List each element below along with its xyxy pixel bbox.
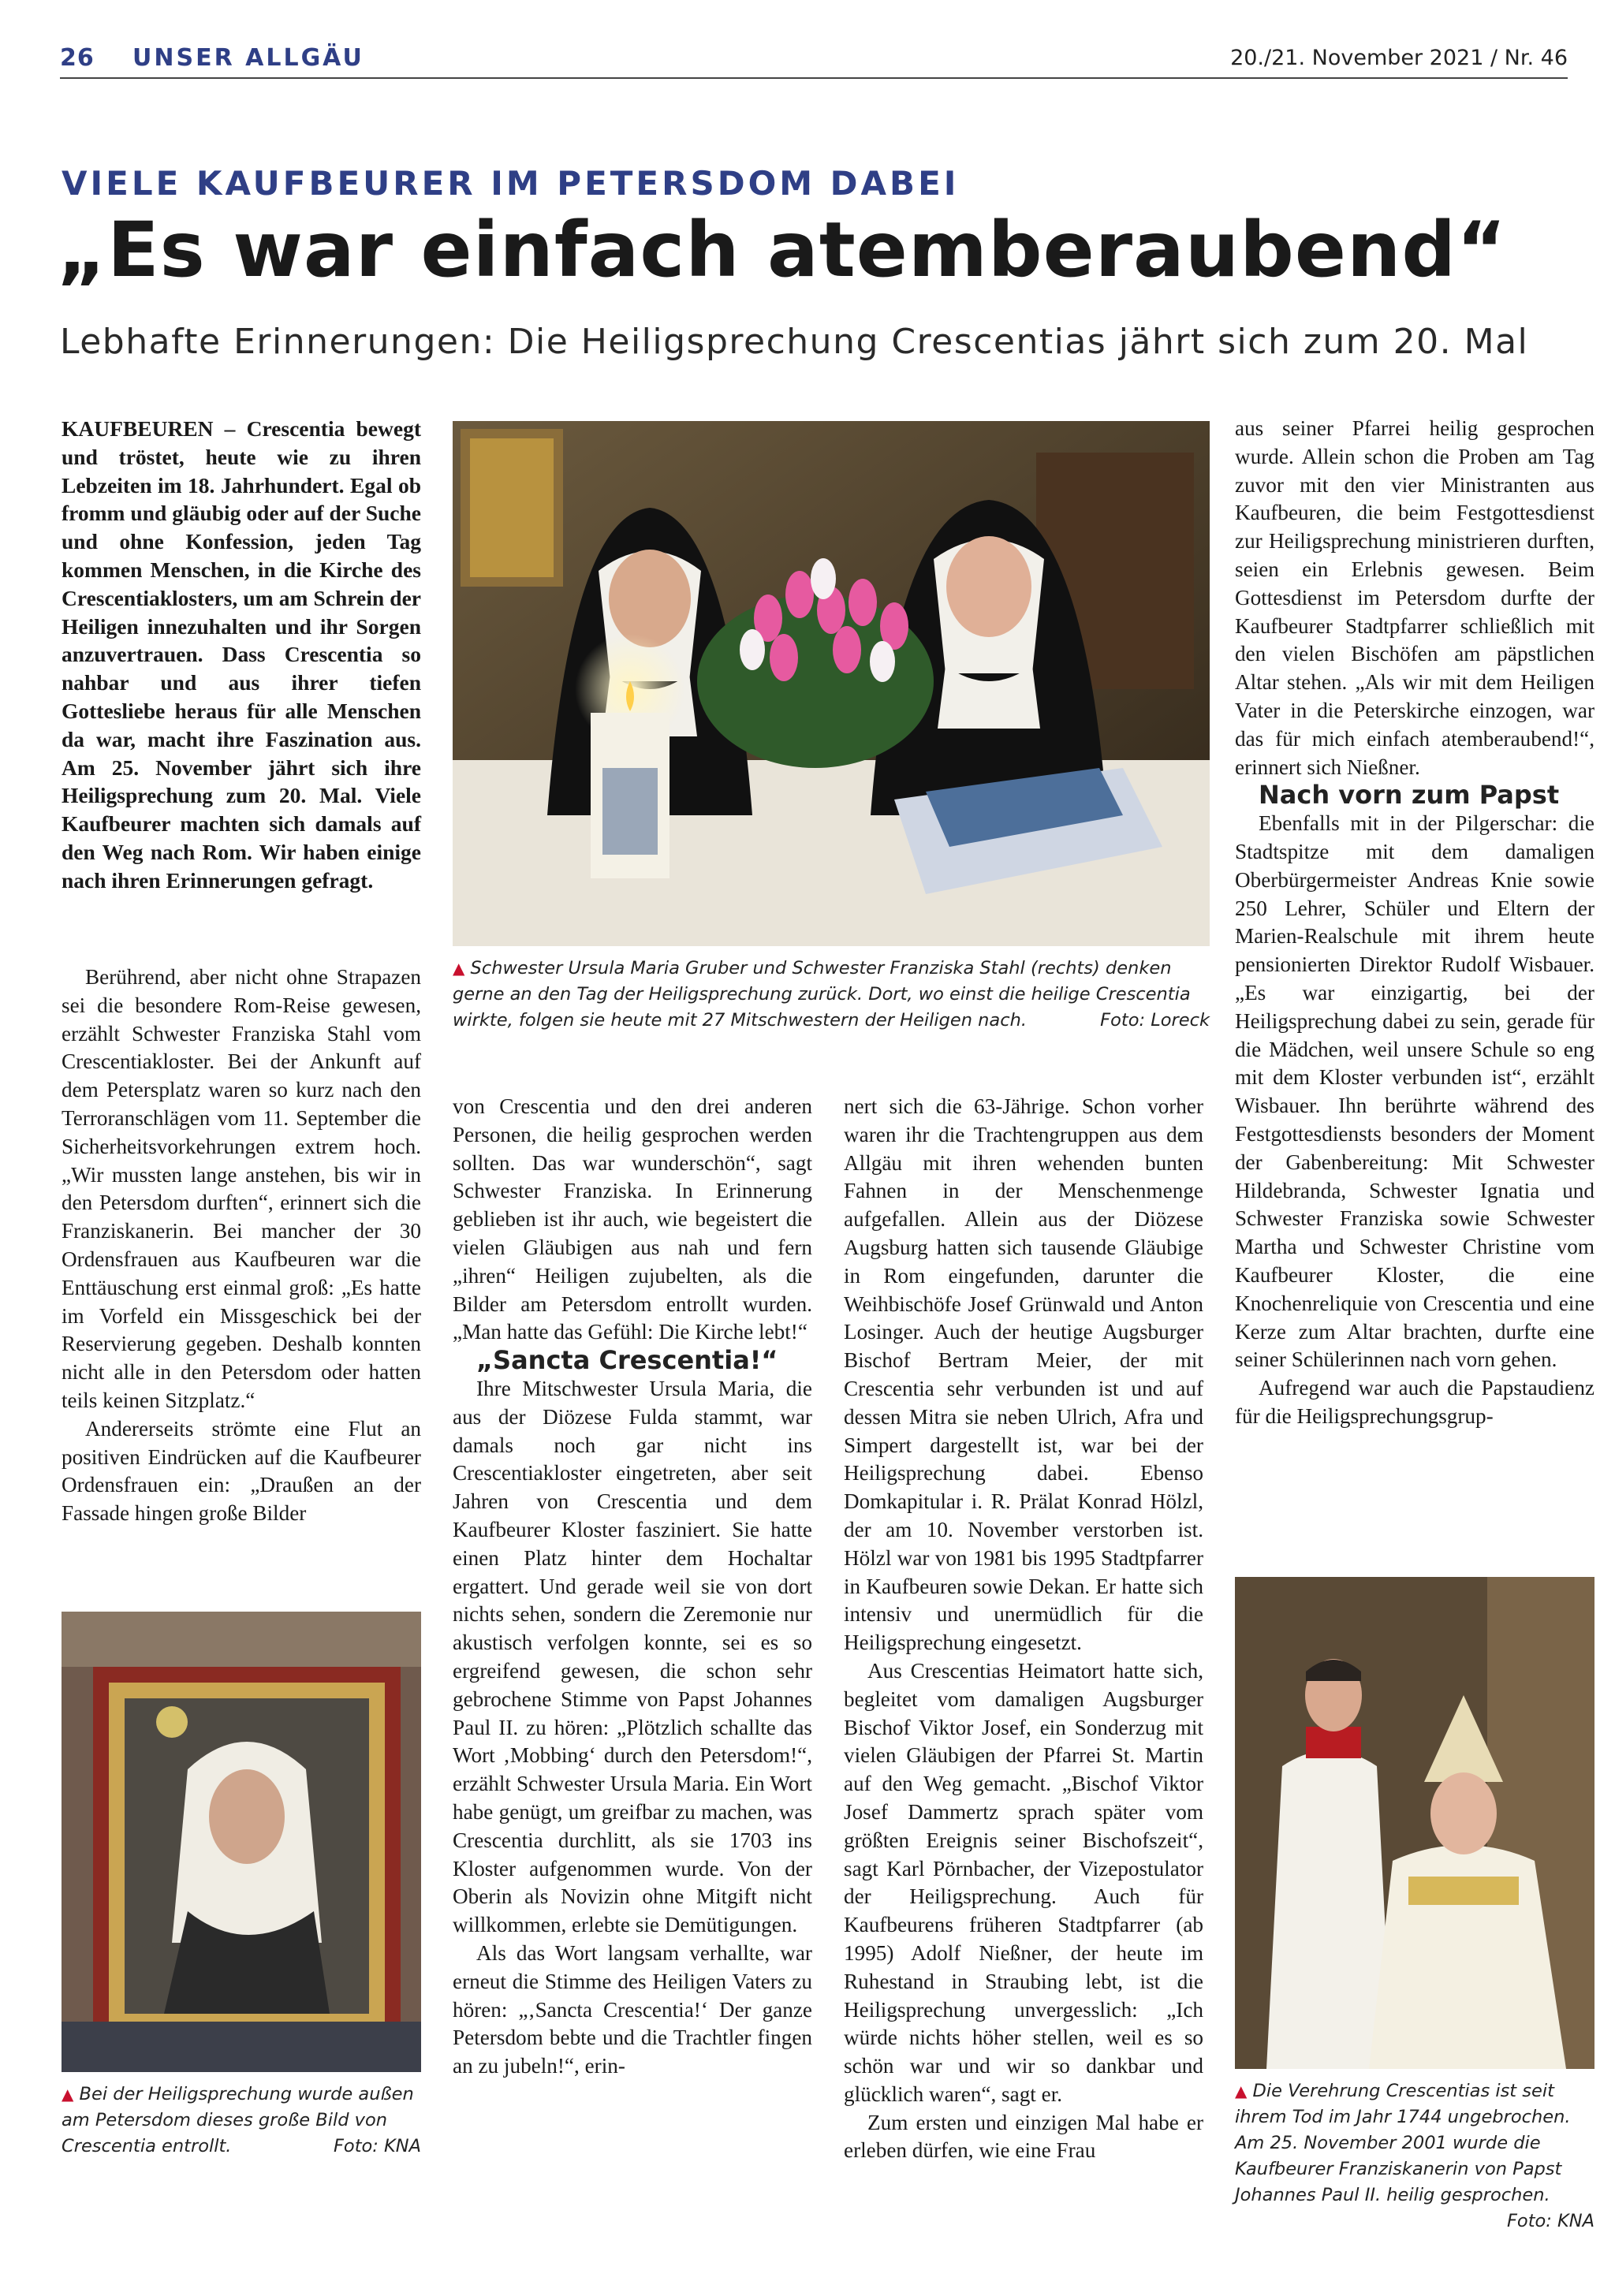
caption-left-text: Bei der Heiligsprechung wurde außen am Petersdom dieses große Bild von Crescentia entrollt. [62,2084,414,2156]
caption-right [1235,2078,1594,2234]
paragraph: Ihre Mitschwester Ursula Maria, die aus der Diözese Fulda stammt, war damals noch gar nicht ins Crescentiakloster eingetreten, aber seit Jahren von Crescentia und dem Kaufbeurer Kloster fasziniert. Sie hatte einen Platz hinter dem Hochaltar ergattert. Und gerade weil sie von dort nichts sehen, sondern die Zeremonie nur akustisch verfolgen konnte, sei es so ergreifend gewesen, die schon sehr gebrochene Stimme von Papst Johannes Paul II. zu hören: „Plötzlich schallte das Wort ‚Mobbing‘ durch den Petersdom!“, erzählt Schwester Ursula Maria. Ein Wort habe genügt, um greifbar zu machen, was Crescentia durchlitt, als sie 1703 ins Kloster aufgenommen wurde. Von der Oberin als Novizin ohne Mitgift nicht willkommen, erlebte sie Demütigungen. [453,1376,812,1937]
caption-marker-icon: ▲ [62,2085,74,2104]
photo-pope [1235,1577,1594,2069]
dateline: KAUFBEUREN – [62,416,236,441]
article-title: „Es war einfach atemberaubend“ [57,206,1508,294]
caption-marker-icon: ▲ [1235,2082,1248,2100]
issue-date: 20./21. November 2021 / Nr. 46 [1230,46,1568,70]
paragraph: Berührend, aber nicht ohne Strapazen sei die besondere Rom-Reise gewesen, erzählt Schwester Franziska Stahl vom Crescentiakloster. Bei der Ankunft auf dem Petersplatz waren so kurz nach den Terroranschlägen vom 11. September die Sicherheitsvorkehrungen extrem hoch. „Wir mussten lange anstehen, bis wir in den Petersdom durften“, erinnert sich die Franziskanerin. Bei mancher der 30 Ordensfrauen aus Kaufbeuren war die Enttäuschung erst einmal groß: „Es hatte im Vorfeld ein Missgeschick bei der Reservierung gegeben. Deshalb konnten nicht alle in den Petersdom oder hatten teils keinen Sitzplatz.“ [62,965,421,1412]
header-rule [60,77,1568,79]
photo-tapestry-image [62,1612,421,2072]
photo-nuns [453,421,1210,946]
paragraph: Als das Wort langsam verhallte, war erneut die Stimme des Heiligen Vaters zu hören: „‚Sancta Crescentia!‘ Der ganze Petersdom bebte und die Trachtler fingen an zu jubeln!“, erin- [453,1940,812,2078]
paragraph: Aus Crescentias Heimatort hatte sich, begleitet vom damaligen Augsburger Bischof Viktor Josef, ein Sonderzug mit vielen Gläubigen der Pfarrei St. Martin auf den Weg gemacht. „Bischof Viktor Josef Dammertz sprach später vom größten Ereignis seiner Bischofszeit“, sagt Karl Pörnbacher, der Vizepostulator der Heiligsprechung. Auch für Kaufbeurens früheren Stadtpfarrer (ab 1995) Adolf Nießner, der heute im Ruhestand in Straubing lebt, ist die Heiligsprechung unvergesslich: „Ich würde nichts höher stellen, weil es so schön war und wir so dankbar und glücklich waren“, sagt er. [844,1658,1203,2106]
column-2 [453,1093,812,2081]
page-header [60,44,1568,82]
caption-right-credit: Foto: KNA [1506,2211,1594,2231]
caption-left [62,2082,421,2160]
subheading-papst: Nach vorn zum Papst [1259,780,1560,811]
paragraph: Zum ersten und einzigen Mal habe er erleben dürfen, wie eine Frau [844,2110,1203,2163]
paragraph: von Crescentia und den drei anderen Personen, die heilig gesprochen werden sollten. Das war wunderschön“, sagt Schwester Franziska. In Erinnerung geblieben ist ihr auch, wie begeistert die vielen Gläubigen aus nah und fern „ihren“ Heiligen zujubelten, als die Bilder am Petersdom entrollt wurden. „Man hatte das Gefühl: Die Kirche lebt!“ [453,1094,812,1344]
paragraph: aus seiner Pfarrei heilig gesprochen wurde. Allein schon die Proben am Tag zuvor mit den vier Ministranten aus Kaufbeuren, die beim Festgottesdienst zur Heiligsprechung ministrieren durften, seien ein Erlebnis gewesen. Beim Gottesdienst im Petersdom durfte der Kaufbeurer Stadtpfarrer schließlich mit den vielen Bischöfen am päpstlichen Altar stehen. „Als wir mit dem Heiligen Vater in die Peterskirche einzogen, war das für mich einfach atemberaubend!“, erinnert sich Nießner. [1235,416,1594,779]
page-number: 26 [60,44,95,72]
caption-marker-icon: ▲ [453,959,465,978]
caption-right-text: Die Verehrung Crescentias ist seit ihrem Tod im Jahr 1744 ungebrochen. Am 25. November 2001 wurde die Kaufbeurer Franziskanerin von Papst Johannes Paul II. heilig gesprochen. [1235,2081,1571,2205]
caption-main-text: Schwester Ursula Maria Gruber und Schwester Franziska Stahl (rechts) denken gerne an den Tag der Heiligsprechung zurück. Dort, wo einst die heilige Crescentia wirkte, folgen sie heute mit 27 Mitschwestern der Heiligen nach. [453,958,1191,1031]
section-title: UNSER ALLGÄU [132,44,364,72]
photo-pope-image [1235,1577,1594,2069]
article-kicker: VIELE KAUFBEURER IM PETERSDOM DABEI [62,164,960,203]
photo-nuns-image [453,421,1210,946]
paragraph: Aufregend war auch die Papstaudienz für die Heiligsprechungsgrup- [1235,1376,1594,1428]
article-subtitle: Lebhafte Erinnerungen: Die Heiligsprechung Crescentias jährt sich zum 20. Mal [60,322,1529,362]
paragraph: Ebenfalls mit in der Pilgerschar: die Stadtspitze mit dem damaligen Oberbürgermeister Andreas Knie sowie 250 Lehrer, Schüler und Eltern der Marien-Realschule mit ihrem heute pensionierten Direktor Rudolf Wisbauer. „Es war einzigartig, bei der Heiligsprechung dabei zu sein, gerade für die Mädchen, weil unsere Schule so eng mit dem Kloster verbunden ist“, erzählt Wisbauer. Ihn berührte während des Festgottesdiensts besonders der Moment der Gabenbereitung: Mit Schwester Hildebranda, Schwester Ignatia und Schwester Franziska sowie Schwester Martha und Schwester Christine vom Kaufbeurer Kloster, die eine Knochenreliquie von Crescentia und eine Kerze zum Altar brachten, durfte eine seiner Schülerinnen nach vorn gehen. [1235,811,1594,1372]
lead-text: Crescentia bewegt und tröstet, heute wie zu ihren Lebzeiten im 18. Jahrhundert. Egal ob fromm und gläubig oder auf der Suche und ohne Konfession, jeden Tag kommen Menschen, in die Kirche des Crescentiaklosters, um am Schrein der Heiligen innezuhalten und ihr Sorgen anzuvertrauen. Dass Crescentia so nahbar und aus ihrer tiefen Gottesliebe heraus für alle Menschen da war, macht ihre Faszination aus. Am 25. November jährt sich ihre Heiligsprechung zum 20. Mal. Viele Kaufbeurer machten sich damals auf den Weg nach Rom. Wir haben einige nach ihren Erinnerungen gefragt. [62,416,421,893]
caption-main [453,956,1210,1034]
article-lead [62,415,421,895]
paragraph: Andererseits strömte eine Flut an positiven Eindrücken auf die Kaufbeurer Ordensfrauen ein: „Draußen an der Fassade hingen große Bilder [62,1416,421,1526]
caption-left-credit: Foto: KNA [333,2136,421,2156]
caption-main-credit: Foto: Loreck [1100,1010,1210,1031]
photo-tapestry [62,1612,421,2072]
paragraph: nert sich die 63-Jährige. Schon vorher waren ihr die Trachtengruppen aus dem Allgäu mit ihren wehenden bunten Fahnen in der Menschenmenge aufgefallen. Allein aus der Diözese Augsburg hatten sich tausende Gläubige in Rom eingefunden, darunter die Weihbischöfe Josef Grünwald und Anton Losinger. Auch der heutige Augsburger Bischof Bertram Meier, der mit Crescentia sehr verbunden ist und auf dessen Mitra sie neben Ulrich, Afra und Simpert dargestellt ist, war bei der Heiligsprechung dabei. Ebenso Domkapitular i. R. Prälat Konrad Hölzl, der am 10. November verstorben ist. Hölzl war von 1981 bis 1995 Stadtpfarrer in Kaufbeuren sowie Dekan. Er hatte sich intensiv und unermüdlich für die Heiligsprechung eingesetzt. [844,1094,1203,1655]
column-3 [844,1093,1203,2165]
column-1 [62,964,421,1528]
subheading-sancta: „Sancta Crescentia!“ [476,1345,778,1376]
column-4 [1235,415,1594,1431]
